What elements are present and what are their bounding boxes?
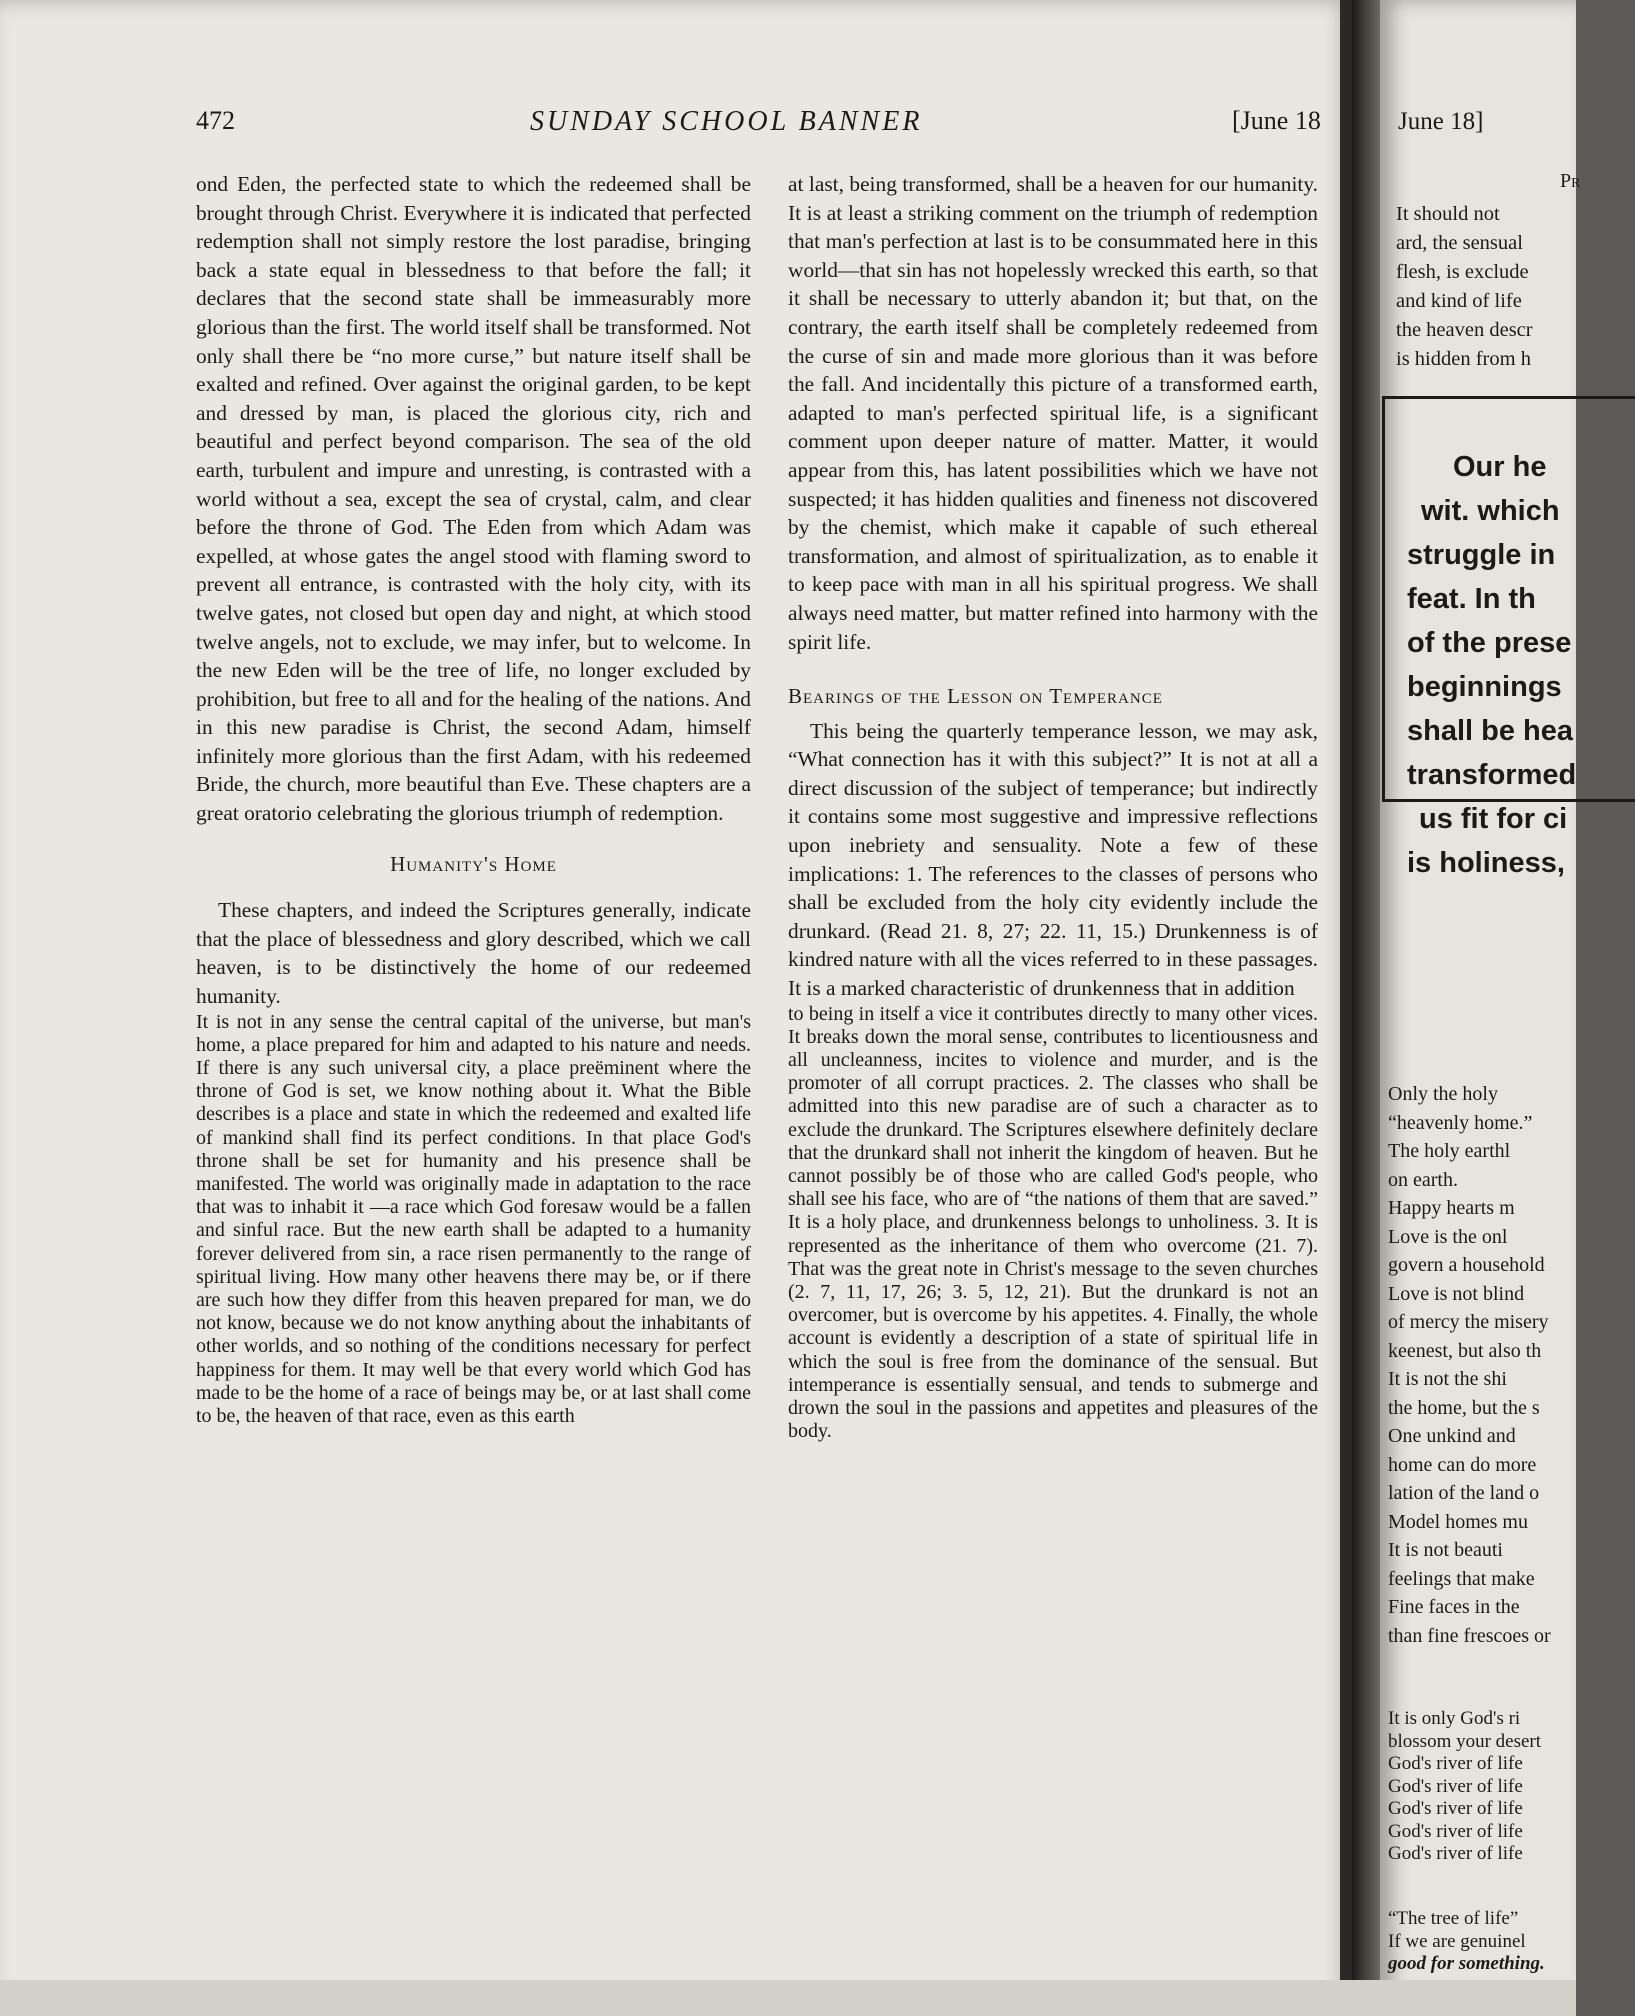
box-line: us fit for ci — [1419, 803, 1568, 835]
intro-paragraph: ond Eden, the perfected state to which the redeemed shall be brought through Christ. Everywhere it is indicated that perfected redemption shall not simply restore the lost paradise, bringing back a state equal in blessedness to that before the fall; it declares that the second state shall be immeasurably more glorious than the first. The world itself shall be transformed. Not only shall there be “no more curse,” but nature itself shall be exalted and refined. Over against the original garden, to be kept and dressed by man, is placed the glorious city, rich and beautiful and perfect beyond comparison. The sea of the old earth, turbulent and impure and unresting, is contrasted with a world without a sea, except the sea of crystal, calm, and clear before the throne of God. The Eden from which Adam was expelled, at whose gates the angel stood with flaming sword to prevent all entrance, is contrasted with the holy city, with its twelve gates, not closed but open day and night, at which stood twelve angels, not to exclude, we may infer, but to welcome. In the new Eden will be the tree of life, no longer excluded by prohibition, but free to all and for the healing of the nations. And in this new paradise is Christ, the second Adam, himself infinitely more glorious than the first Adam, with his redeemed Bride, the church, more beautiful than Eve. These chapters are a great oratorio celebrating the glorious triumph of redemption. — [196, 172, 751, 826]
facing-line: Only the holy — [1388, 1083, 1498, 1105]
humanity-paragraph-1: These chapters, and indeed the Scriptures generally, indicate that the place of blessedness and glory described, which we call heaven, is to be distinctively the home of our redeemed humanity. — [196, 898, 751, 1009]
facing-line: “heavenly home.” — [1388, 1111, 1533, 1134]
section-heading-humanitys-home: Humanity's Home — [390, 851, 557, 876]
facing-line: than fine frescoes or — [1388, 1624, 1551, 1647]
box-line: transformed — [1407, 759, 1577, 791]
facing-line: God's river of life — [1388, 1798, 1523, 1819]
facing-line: feelings that make — [1388, 1567, 1535, 1590]
facing-line: If we are genuinel — [1388, 1930, 1526, 1952]
scan-bottom-edge — [0, 1980, 1576, 2016]
box-line: is holiness, — [1407, 847, 1565, 879]
facing-line: home can do more — [1388, 1453, 1537, 1476]
facing-line: keenest, but also th — [1388, 1339, 1542, 1362]
facing-line: Fine faces in the — [1388, 1596, 1520, 1618]
temperance-paragraph-2: to being in itself a vice it contributes directly to many other vices. It breaks down the moral sense, contributes to licentiousness and all uncleanness, incites to violence and murder, and is the promoter of all corrupt practices. 2. The classes who shall be admitted into this new paradise are of such a character as to exclude the drunkard. The Scriptures elsewhere definitely declare that the drunkard shall not inherit the kingdom of heaven. But he cannot possibly be of those who are called God's people, who shall see his face, who are of “the nations of them that are saved.” It is a holy place, and drunkenness belongs to unholiness. 3. It is represented as the inheritance of them who overcome (21. 7). That was the great note in Christ's message to the seven churches (2. 7, 11, 17, 26; 3. 5, 12, 21). But the drunkard is not an overcomer, but is overcome by his appetites. 4. Finally, the whole account is evidently a description of a state of spiritual life in which the soul is free from the dominance of the sensual. But intemperance is essentially sensual, and tends to submerge and drown the soul in the passions and appetites and pleasures of the body. — [788, 1002, 1318, 1443]
facing-boxed-quote — [1382, 396, 1635, 879]
box-line: beginnings — [1407, 671, 1562, 703]
page-number: 472 — [196, 106, 235, 135]
book-spine-gutter — [1352, 0, 1380, 2016]
facing-bottom-lines — [1388, 1908, 1545, 1976]
facing-line: blossom your desert — [1388, 1730, 1542, 1752]
facing-line: God's river of life — [1388, 1820, 1523, 1842]
facing-line: lation of the land o — [1388, 1482, 1540, 1504]
box-line: wit. which — [1421, 495, 1560, 527]
facing-line: It should not — [1396, 203, 1500, 225]
facing-section-fragment: Pr — [1560, 170, 1581, 192]
box-line: of the prese — [1407, 627, 1572, 659]
facing-line: One unkind and — [1388, 1425, 1516, 1447]
facing-line: It is not the shi — [1388, 1368, 1507, 1390]
continuation-paragraph: at last, being transformed, shall be a heaven for our humanity. It is at least a striking comment on the triumph of redemption that man's perfection at last is to be consummated here in this world—that sin has not hopelessly wrecked this earth, so that it shall be necessary to utterly abandon it; but that, on the contrary, the earth itself shall be completely redeemed from the curse of sin and made more glorious than it was before the fall. And incidentally this picture of a transformed earth, adapted to man's perfected spiritual life, is a significant comment upon deeper nature of matter. Matter, it would appear from this, has latent possibilities which we have not suspected; it has hidden qualities and fineness not discovered by the chemist, which make it capable of such ethereal transformation, and almost of spiritualization, as to enable it to keep pace with man in all his spiritual progress. We shall always need matter, but matter refined into harmony with the spirit life. — [788, 172, 1318, 654]
box-line: struggle in — [1407, 539, 1556, 571]
facing-line: It is not beauti — [1388, 1539, 1503, 1561]
humanity-paragraph-2: It is not in any sense the central capital of the universe, but man's home, a place prepared for him and adapted to his nature and needs. If there is any such universal city, a place preëminent where the throne of God is set, we know nothing about it. What the Bible describes is a place and state in which the redeemed and exalted life of mankind shall find its perfect conditions. In that place God's throne shall be set for humanity and his presence shall be manifested. The world was originally made in adaptation to the race that was to inhabit it —a race which God foresaw would be a fallen and sinful race. But the new earth shall be adapted to a humanity forever delivered from sin, a race risen permanently to the range of spiritual living. How many other heavens there may be, or if there are such how they differ from this heaven prepared for man, we do not know, because we do not know anything about the inhabitants of other worlds, and so nothing of the conditions necessary for perfect happiness for them. It may well be that every world which God has made to be the home of a race of beings may be, or at last shall come to be, the heaven of that race, even as this earth — [196, 1010, 751, 1428]
facing-page-fragment — [1380, 0, 1581, 2016]
facing-top-lines — [1396, 200, 1533, 374]
facing-line: flesh, is exclude — [1396, 261, 1529, 283]
right-text-column — [788, 170, 1318, 1443]
facing-line: on earth. — [1388, 1168, 1458, 1191]
facing-middle-lines — [1388, 1080, 1551, 1650]
facing-line: The holy earthl — [1388, 1140, 1511, 1162]
facing-line: the home, but the s — [1388, 1396, 1540, 1419]
facing-line: God's river of life — [1388, 1775, 1523, 1797]
facing-line: Love is not blind — [1388, 1282, 1525, 1305]
boxed-quote-lines — [1407, 445, 1576, 885]
facing-line: God's river of life — [1388, 1753, 1523, 1774]
facing-line: God's river of life — [1388, 1843, 1523, 1864]
facing-river-lines — [1388, 1708, 1541, 1866]
facing-line: govern a household — [1388, 1254, 1545, 1276]
facing-line: good for something. — [1388, 1953, 1545, 1974]
facing-line: the heaven descr — [1396, 319, 1533, 341]
box-line: feat. In th — [1407, 583, 1536, 615]
left-text-column — [196, 170, 751, 1428]
facing-line: Love is the onl — [1388, 1225, 1508, 1248]
temperance-paragraph-1: This being the quarterly temperance lesson, we may ask, “What connection has it with this subject?” It is not at all a direct discussion of the subject of temperance; but indirectly it contains some most suggestive and impressive reflections upon inebriety and sensuality. Note a few of these implications: 1. The references to the classes of persons who shall be excluded from the holy city evidently include the drunkard. (Read 21. 8, 27; 22. 11, 15.) Drunkenness is of kindred nature with all the vices referred to in these passages. It is a marked characteristic of drunkenness that in addition — [788, 718, 1318, 1001]
facing-line: of mercy the misery — [1388, 1311, 1549, 1333]
facing-line: “The tree of life” — [1388, 1908, 1519, 1929]
masthead-title: SUNDAY SCHOOL BANNER — [530, 106, 923, 137]
facing-page-date: June 18] — [1398, 108, 1484, 135]
section-heading-temperance: Bearings of the Lesson on Temperance — [788, 684, 1163, 709]
box-line: Our he — [1453, 451, 1547, 483]
facing-line: and kind of life — [1396, 290, 1522, 312]
facing-line: Happy hearts m — [1388, 1197, 1515, 1219]
header-date: [June 18 — [1232, 106, 1321, 135]
facing-line: Model homes mu — [1388, 1510, 1528, 1533]
facing-line: ard, the sensual — [1396, 232, 1523, 254]
facing-line: It is only God's ri — [1388, 1708, 1521, 1729]
box-line: shall be hea — [1407, 715, 1574, 747]
facing-line: is hidden from h — [1396, 348, 1531, 370]
